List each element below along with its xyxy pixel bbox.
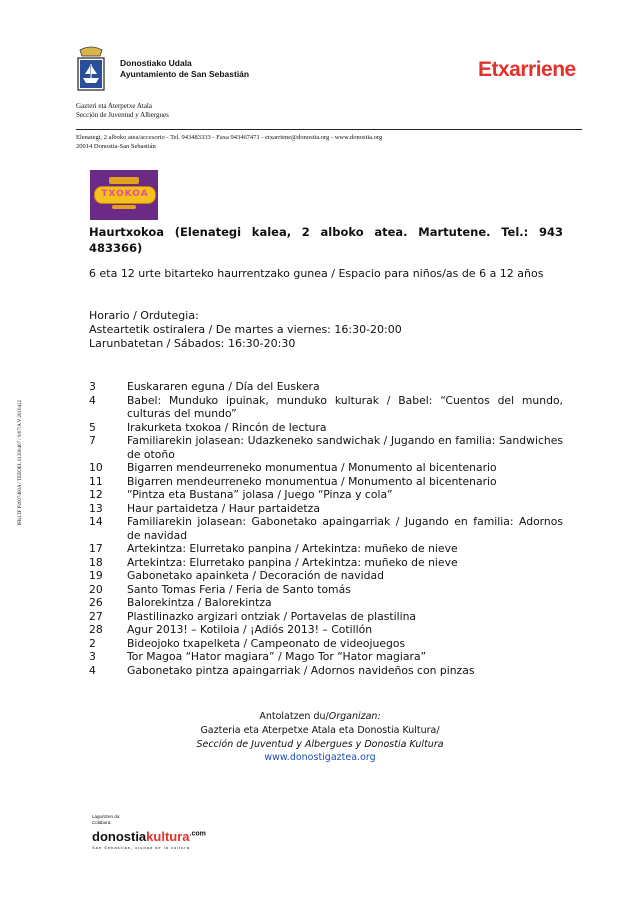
event-day: 13	[89, 501, 103, 515]
event-title: Artekintza: Elurretako panpina / Artekintza: muñeko de nieve	[127, 555, 458, 569]
organizers-line-spanish: Sección de Juventud y Albergues y Donostia Kultura	[196, 739, 444, 750]
etxarriene-brand: Etxarriene	[478, 58, 576, 81]
event-day: 17	[89, 542, 103, 555]
department-basque: Gazteri eta Aterpetxe Atala	[76, 102, 152, 110]
collaborator-label-basque: Laguntzen du:	[92, 814, 121, 819]
side-registration-code: IFKCIF P2007400A / TEEOEL 01200407 / 9/07/A V 2010412	[18, 400, 23, 526]
org-name-spanish: Ayuntamiento de San Sebastián	[120, 69, 250, 79]
event-day: 18	[89, 555, 103, 569]
event-title: Bigarren mendeurreneko monumentua / Monumento al bicentenario	[127, 474, 497, 488]
event-title: Euskararen eguna / Día del Euskera	[127, 380, 320, 393]
event-day: 3	[89, 380, 96, 393]
event-day: 27	[89, 609, 103, 623]
event-row	[89, 556, 563, 570]
event-title: Balorekintza / Balorekintza	[127, 596, 272, 609]
event-day: 2	[89, 636, 96, 650]
event-day: 19	[89, 569, 103, 582]
event-title: Familiarekin jolasean: Gabonetako apaingarriak / Jugando en familia: Adornos de navidad	[127, 515, 563, 542]
hours-heading: Horario / Ordutegia:	[89, 309, 199, 322]
age-range-description: 6 eta 12 urte bitarteko haurrentzako gunea / Espacio para niños/as de 6 a 12 años	[89, 267, 544, 280]
event-title: Gabonetako apainketa / Decoración de navidad	[127, 569, 384, 582]
city-crest-logo	[74, 44, 108, 94]
event-title: Haur partaidetza / Haur partaidetza	[127, 501, 320, 515]
event-row	[89, 542, 563, 556]
event-row	[89, 461, 563, 475]
event-title: Bigarren mendeurreneko monumentua / Monumento al bicentenario	[127, 461, 497, 474]
event-row	[89, 502, 563, 516]
header-divider	[76, 129, 582, 130]
event-title: Artekintza: Elurretako panpina / Artekintza: muñeko de nieve	[127, 542, 458, 555]
event-row	[89, 475, 563, 489]
hours-saturday: Larunbatetan / Sábados: 16:30-20:30	[89, 337, 296, 350]
event-row	[89, 664, 563, 678]
event-row	[89, 434, 563, 461]
event-day: 3	[89, 650, 96, 663]
website-link[interactable]: www.donostigaztea.org	[264, 752, 376, 763]
events-list	[89, 380, 563, 677]
hours-weekdays: Asteartetik ostiralera / De martes a viernes: 16:30-20:00	[89, 323, 402, 336]
event-title: Agur 2013! – Kotiloia / ¡Adiós 2013! – Cotillón	[127, 623, 373, 636]
event-row	[89, 569, 563, 583]
event-row	[89, 610, 563, 624]
event-title: Babel: Munduko ipuinak, munduko kulturak / Babel: “Cuentos del mundo, culturas del mundo”	[127, 393, 563, 420]
event-day: 10	[89, 461, 103, 474]
haurtxokoa-logo	[90, 170, 158, 220]
event-row	[89, 488, 563, 502]
event-day: 5	[89, 420, 96, 434]
collaborator-label-spanish: Colabora:	[92, 820, 112, 825]
event-title: Bideojoko txapelketa / Campeonato de videojuegos	[127, 636, 406, 650]
event-day: 26	[89, 596, 103, 609]
event-row	[89, 421, 563, 435]
event-title: Irakurketa txokoa / Rincón de lectura	[127, 420, 327, 434]
event-day: 4	[89, 663, 96, 677]
address-line: Elenategi, 2 alboko atea/accesorio - Tel. 943483333 - Faxa 943467471 - etxarriene@donostia.org - www.donostia.org	[76, 134, 383, 141]
event-row	[89, 515, 563, 542]
event-row	[89, 650, 563, 664]
event-row	[89, 394, 563, 421]
event-title: Gabonetako pintza apaingarriak / Adornos navideños con pinzas	[127, 663, 475, 677]
page-title: Haurtxokoa (Elenategi kalea, 2 alboko atea. Martutene. Tel.: 943 483366)	[89, 225, 563, 255]
event-row	[89, 623, 563, 637]
event-day: 28	[89, 623, 103, 636]
event-day: 7	[89, 434, 96, 447]
event-day: 12	[89, 488, 103, 501]
department-spanish: Sección de Juventud y Albergues	[76, 111, 169, 119]
event-row	[89, 596, 563, 610]
event-title: Plastilinazko argizari ontziak / Portavelas de plastilina	[127, 609, 417, 623]
event-title: Tor Magoa “Hator magiara” / Mago Tor “Hator magiara”	[127, 650, 427, 663]
event-title: Santo Tomas Feria / Feria de Santo tomás	[127, 582, 351, 596]
event-title: Familiarekin jolasean: Udazkeneko sandwichak / Jugando en familia: Sandwiches de otoño	[127, 434, 563, 461]
event-day: 20	[89, 582, 103, 596]
donostiakultura-tagline: San Sebastián, ciudad de la cultura	[92, 845, 190, 850]
event-day: 14	[89, 515, 103, 528]
organizers-heading: Antolatzen du/Organizan:	[259, 711, 381, 722]
event-row	[89, 637, 563, 651]
organizers-line: Gazteria eta Aterpetxe Atala eta Donostia Kultura/	[200, 725, 440, 736]
event-title: “Pintza eta Bustana” jolasa / Juego “Pinza y cola”	[127, 488, 393, 501]
postal-line: 20014 Donostia-San Sebastián	[76, 143, 156, 150]
event-row	[89, 380, 563, 394]
logo-text: TXOKOA	[101, 189, 149, 199]
org-name-basque: Donostiako Udala	[120, 58, 192, 68]
event-day: 4	[89, 393, 96, 407]
event-row	[89, 583, 563, 597]
donostiakultura-logo: donostiakultura$^{.com}$	[92, 829, 206, 844]
event-day: 11	[89, 474, 103, 488]
